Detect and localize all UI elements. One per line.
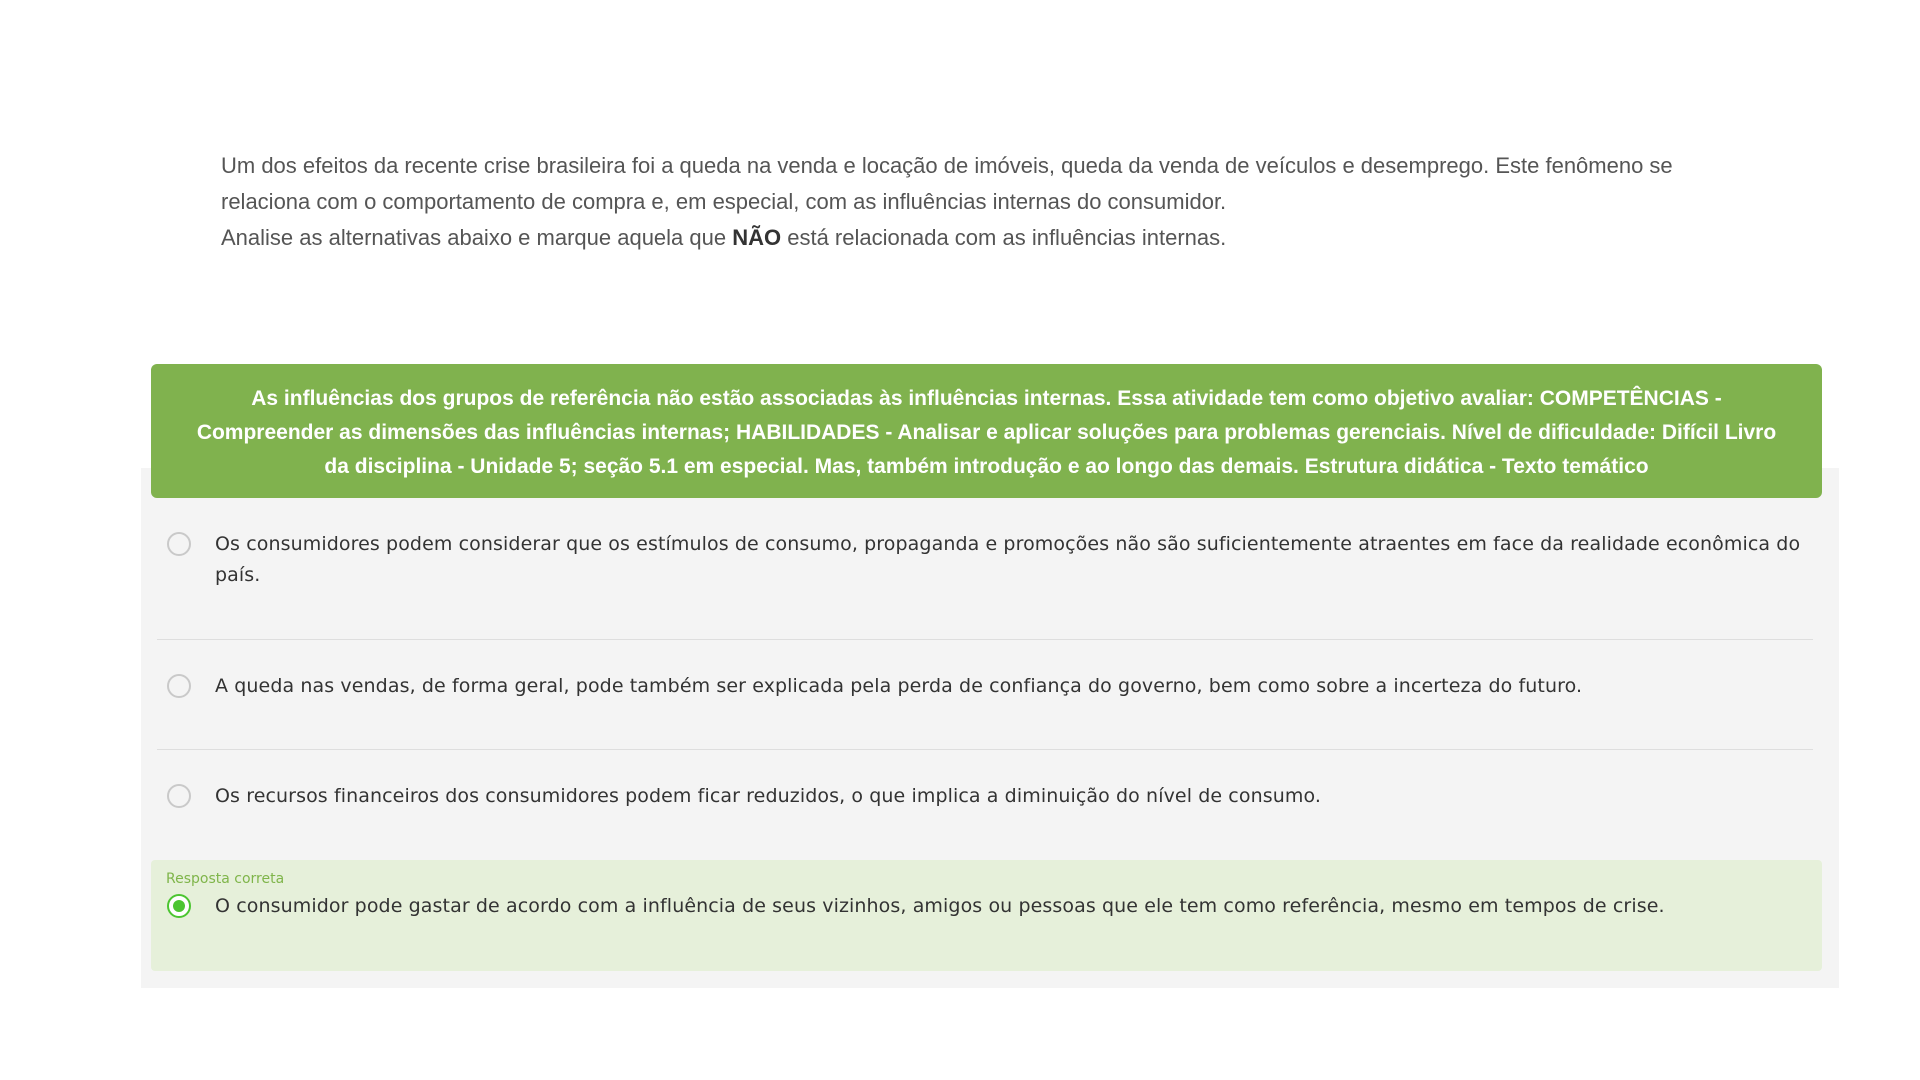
radio-button-icon[interactable] — [167, 784, 191, 808]
answer-option-text: A queda nas vendas, de forma geral, pode também ser explicada pela perda de confiança do governo, bem como sobre a incerteza do futuro. — [215, 675, 1583, 697]
question-instruction-end: está relacionada com as influências internas. — [781, 225, 1227, 250]
answer-option-4[interactable] — [157, 891, 1813, 922]
answer-option-1[interactable] — [157, 529, 1813, 591]
answer-option-text: O consumidor pode gastar de acordo com a influência de seus vizinhos, amigos ou pessoas que ele tem como referência, mesmo em tempos de crise. — [215, 895, 1665, 917]
answer-option-3[interactable] — [157, 781, 1813, 812]
question-instruction-start: Analise as alternativas abaixo e marque aquela que — [221, 225, 733, 250]
question-text — [221, 148, 1721, 256]
question-paragraph: Um dos efeitos da recente crise brasileira foi a queda na venda e locação de imóveis, queda da venda de veículos e desemprego. Este fenômeno se relaciona com o comportamento de compra e, em especial, com as influências internas do consumidor. — [221, 153, 1673, 214]
answer-option-text: Os recursos financeiros dos consumidores podem ficar reduzidos, o que implica a diminuição do nível de consumo. — [215, 785, 1322, 807]
question-emphasis: NÃO — [732, 225, 782, 250]
answer-option-text: Os consumidores podem considerar que os estímulos de consumo, propaganda e promoções não são suficientemente atraentes em face da realidade econômica do país. — [215, 533, 1801, 586]
option-divider — [157, 639, 1813, 640]
answer-option-2[interactable] — [157, 671, 1813, 702]
radio-button-icon[interactable] — [167, 532, 191, 556]
radio-button-selected-icon[interactable] — [167, 894, 191, 918]
radio-button-icon[interactable] — [167, 674, 191, 698]
option-divider — [157, 749, 1813, 750]
feedback-banner — [151, 364, 1822, 498]
question-instruction — [221, 220, 1721, 256]
correct-answer-label: Resposta correta — [166, 871, 285, 887]
feedback-text: As influências dos grupos de referência não estão associadas às influências internas. Essa atividade tem como objetivo avaliar: COMPETÊNCIAS - Compreender as dimensões das influências internas; HABILIDADES - Analisar e aplicar soluções para problemas gerenciais. Nível de dificuldade: Difícil Livro da disciplina - Unidade 5; seção 5.1 em especial. Mas, também introdução e ao longo das demais. Estrutura didática - Texto temático — [196, 387, 1777, 478]
